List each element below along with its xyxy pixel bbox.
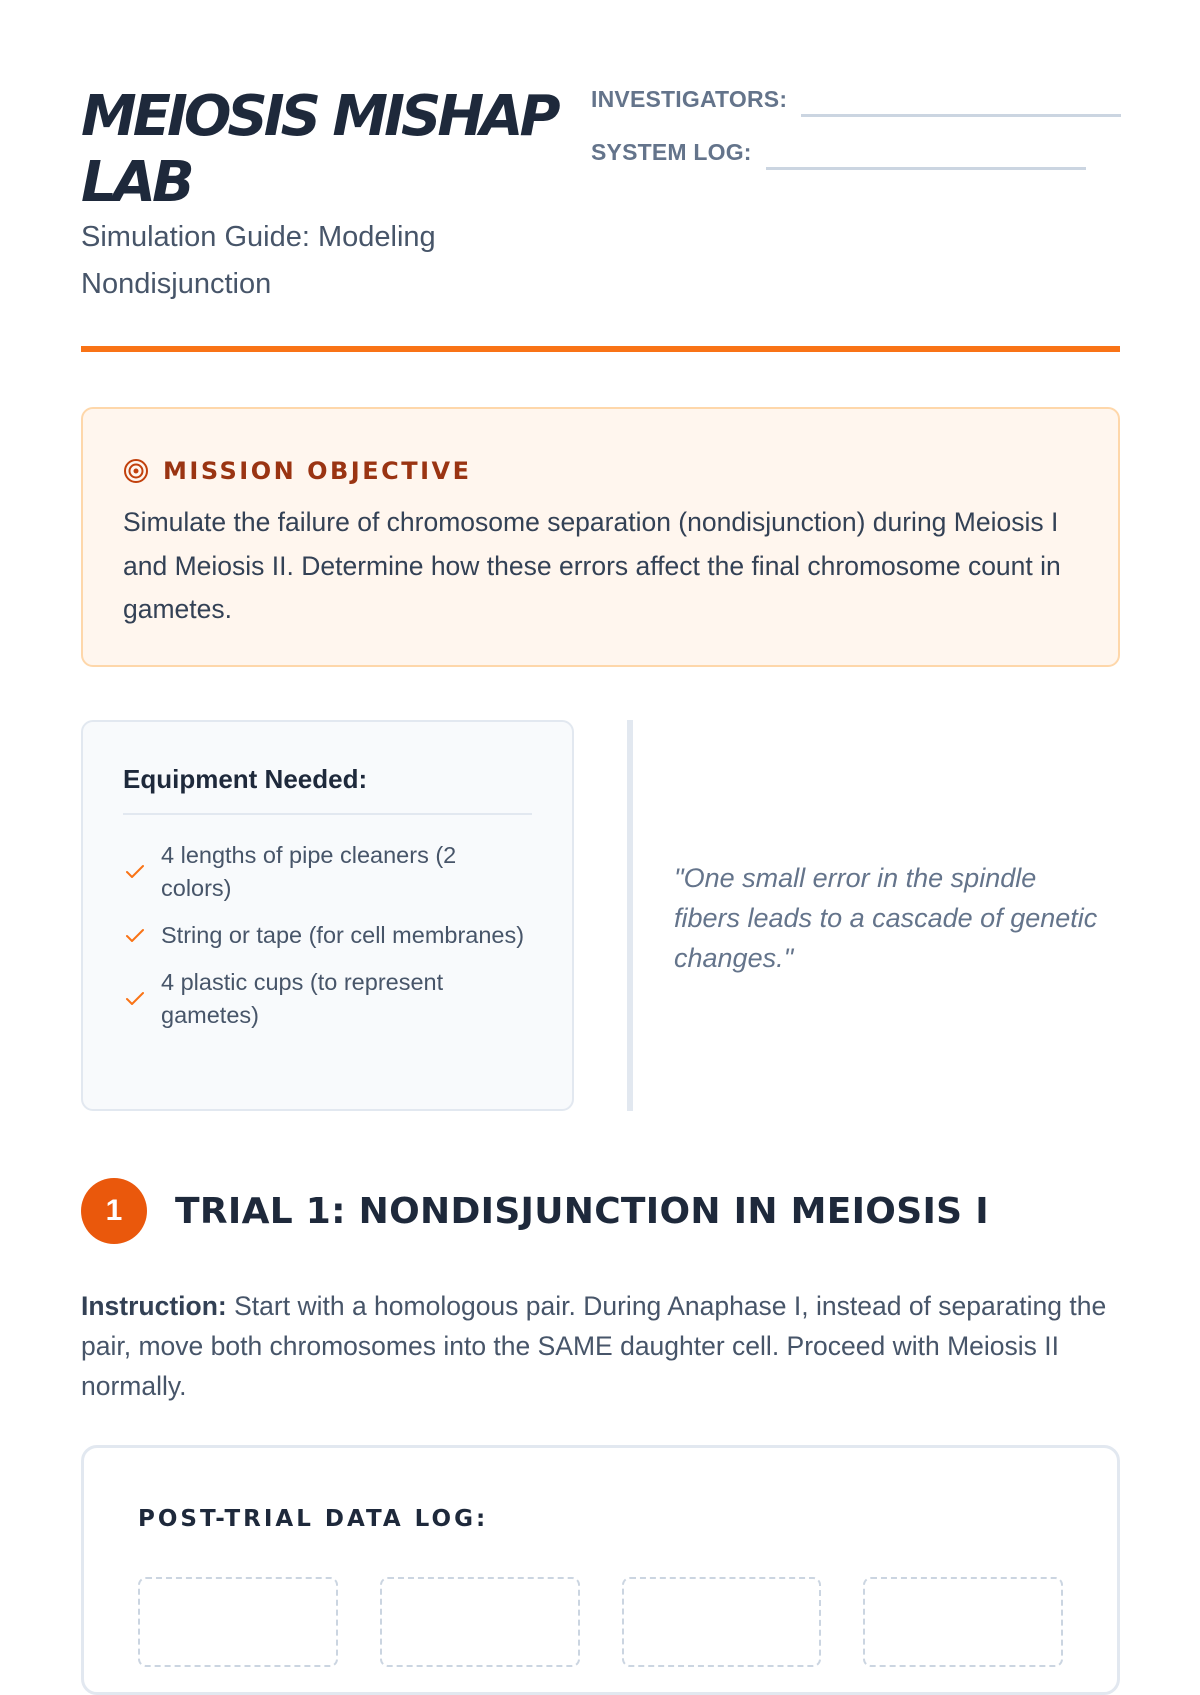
equipment-item-text: String or tape (for cell membranes) [161,922,525,948]
quote-text: "One small error in the spindle fibers leads to a cascade of genetic changes." [674,863,1098,973]
investigators-label: INVESTIGATORS: [591,86,788,112]
data-log-title: POST-TRIAL DATA LOG: [138,1506,489,1532]
quote-accent-bar [627,720,633,1111]
list-item [123,839,532,905]
post-trial-data-log [81,1445,1120,1695]
gamete-slot-1[interactable] [138,1577,338,1667]
trial-1-instruction [81,1286,1120,1406]
list-item [123,966,532,1032]
mission-text: Simulate the failure of chromosome separation (nondisjunction) during Meiosis I and Meiosis II. Determine how these errors affect the final chromosome count in gametes. [123,507,1061,624]
checkmark-icon [123,987,147,1011]
header-divider [81,346,1120,352]
worksheet-page [81,0,1120,1532]
trial-1-header [81,1178,989,1244]
instruction-label: Instruction: [81,1291,227,1321]
trial-1-title: TRIAL 1: NONDISJUNCTION IN MEIOSIS I [175,1190,989,1232]
mission-header [123,451,1078,491]
investigators-field[interactable] [801,114,1121,117]
step-number-badge: 1 [81,1178,147,1244]
mission-title: MISSION OBJECTIVE [163,457,472,485]
mission-objective-box [81,407,1120,667]
equipment-title: Equipment Needed: [123,764,532,815]
equipment-item-text: 4 plastic cups (to represent gametes) [161,969,444,1028]
header [81,0,1120,354]
page-title: MEIOSIS MISHAP LAB [81,84,557,215]
system-log-label: SYSTEM LOG: [591,139,752,165]
checkmark-icon [123,860,147,884]
equipment-list [123,839,532,1032]
gamete-slot-2[interactable] [380,1577,580,1667]
instruction-text: Start with a homologous pair. During Anaphase I, instead of separating the pair, move both chromosomes into the SAME daughter cell. Proceed with Meiosis II normally. [81,1291,1107,1401]
checkmark-icon [123,924,147,948]
list-item [123,919,532,952]
target-icon [123,458,149,484]
gamete-slot-4[interactable] [863,1577,1063,1667]
investigators-row [591,86,1121,113]
gamete-slot-3[interactable] [622,1577,822,1667]
page-subtitle: Simulation Guide: Modeling Nondisjunction [81,221,436,300]
system-log-row [591,139,1086,166]
system-log-field[interactable] [766,167,1086,170]
equipment-item-text: 4 lengths of pipe cleaners (2 colors) [161,842,457,901]
equipment-card [81,720,574,1111]
gamete-slots [138,1577,1063,1667]
